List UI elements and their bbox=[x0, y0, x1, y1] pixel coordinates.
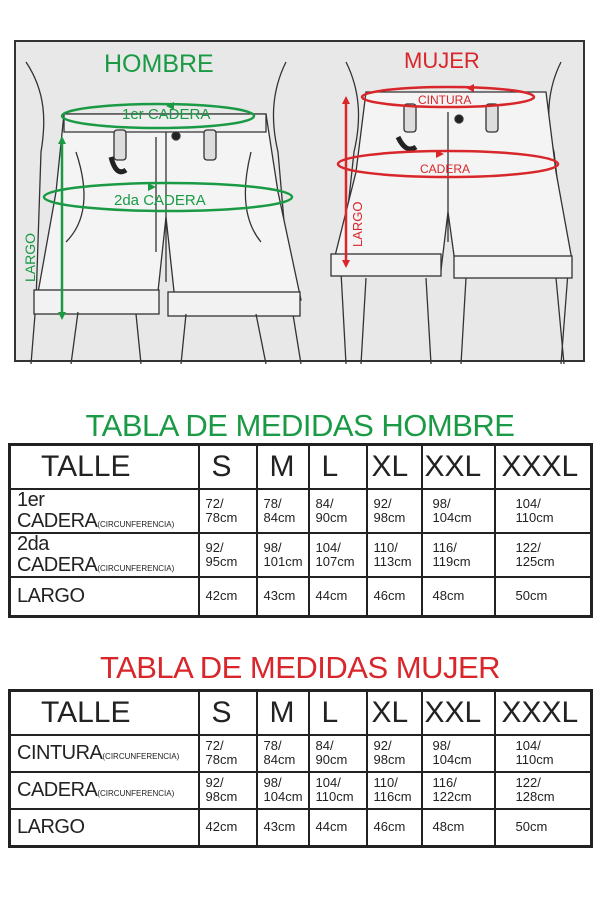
mujer-table-title: TABLA DE MEDIDAS MUJER bbox=[99, 650, 501, 685]
cell-line: 92/ bbox=[205, 775, 224, 791]
cell-line: 110/ bbox=[373, 775, 398, 791]
label-largo-mujer: LARGO bbox=[350, 201, 365, 247]
cell-line: 104cm bbox=[432, 752, 472, 767]
table-cell bbox=[367, 772, 422, 809]
header-size-xxxl: XXXL bbox=[495, 691, 592, 735]
label-largo-hombre: LARGO bbox=[22, 232, 38, 282]
row-label bbox=[10, 533, 199, 577]
table-cell bbox=[422, 533, 495, 577]
table-row bbox=[10, 735, 592, 772]
cell-line: 72/ bbox=[205, 738, 224, 754]
cell-line: 98/ bbox=[432, 738, 451, 754]
cell-line: 92/ bbox=[373, 495, 392, 511]
row-label bbox=[10, 772, 199, 809]
table-cell bbox=[495, 735, 592, 772]
cell-line: 101cm bbox=[263, 553, 303, 569]
cell-line: 78cm bbox=[205, 509, 238, 525]
table-cell bbox=[422, 735, 495, 772]
table-cell bbox=[309, 533, 367, 577]
header-size-xxl: XXL bbox=[422, 691, 495, 735]
table-cell: 42cm bbox=[199, 809, 257, 847]
row-label-suffix: (CIRCUNFERENCIA) bbox=[97, 788, 175, 798]
row-label-text: LARGO bbox=[17, 815, 85, 838]
header-size-l: L bbox=[309, 691, 367, 735]
table-cell: 43cm bbox=[257, 577, 309, 617]
cell-line: 78/ bbox=[263, 738, 282, 754]
cell-line: 107cm bbox=[315, 553, 355, 569]
cell-line: 122/ bbox=[515, 775, 541, 791]
header-size-m: M bbox=[257, 445, 309, 489]
table-cell bbox=[257, 772, 309, 809]
table-cell: 50cm bbox=[495, 809, 592, 847]
cell-line: 78/ bbox=[263, 495, 282, 511]
table-cell bbox=[199, 735, 257, 772]
table-cell bbox=[422, 489, 495, 533]
cell-line: 92/ bbox=[373, 738, 392, 754]
mujer-heading: MUJER bbox=[404, 48, 480, 73]
table-cell bbox=[367, 533, 422, 577]
measurement-illustration bbox=[14, 40, 585, 362]
header-size-m: M bbox=[257, 691, 309, 735]
table-cell bbox=[422, 772, 495, 809]
table-cell bbox=[309, 772, 367, 809]
label-2da-cadera: 2da CADERA bbox=[114, 192, 206, 209]
table-cell bbox=[495, 772, 592, 809]
cell-line: 92/ bbox=[205, 539, 224, 555]
header-talle: TALLE bbox=[10, 445, 199, 489]
table-cell: 44cm bbox=[309, 577, 367, 617]
table-cell bbox=[495, 533, 592, 577]
cell-line: 98/ bbox=[263, 539, 282, 555]
header-size-xxl: XXL bbox=[422, 445, 495, 489]
row-label bbox=[10, 489, 199, 533]
label-cadera-mujer: CADERA bbox=[420, 162, 471, 176]
table-header-row bbox=[10, 691, 592, 735]
header-size-xl: XL bbox=[367, 691, 422, 735]
row-label-text: 1er CADERA bbox=[17, 488, 98, 532]
hombre-heading: HOMBRE bbox=[104, 50, 214, 78]
row-label bbox=[10, 809, 199, 847]
row-label-text: CADERA bbox=[17, 778, 98, 801]
table-cell bbox=[199, 489, 257, 533]
table-cell bbox=[367, 735, 422, 772]
cell-line: 72/ bbox=[205, 495, 224, 511]
cell-line: 84/ bbox=[315, 738, 334, 754]
cell-line: 110/ bbox=[373, 539, 398, 555]
table-cell bbox=[257, 533, 309, 577]
row-label-suffix: (CIRCUNFERENCIA) bbox=[102, 751, 180, 761]
cell-line: 104/ bbox=[315, 775, 341, 791]
cell-line: 128cm bbox=[515, 789, 555, 804]
shorts-drawing bbox=[16, 42, 587, 364]
table-cell bbox=[257, 489, 309, 533]
header-size-l: L bbox=[309, 445, 367, 489]
hombre-size-table bbox=[8, 443, 593, 618]
cell-line: 104/ bbox=[515, 495, 541, 511]
cell-line: 104/ bbox=[515, 738, 541, 754]
table-row bbox=[10, 772, 592, 809]
table-cell bbox=[199, 772, 257, 809]
cell-line: 84cm bbox=[263, 752, 296, 767]
table-cell bbox=[199, 533, 257, 577]
cell-line: 116cm bbox=[373, 789, 412, 804]
table-cell: 43cm bbox=[257, 809, 309, 847]
table-cell: 46cm bbox=[367, 577, 422, 617]
cell-line: 90cm bbox=[315, 509, 348, 525]
row-label-text: CINTURA bbox=[17, 741, 103, 764]
header-size-s: S bbox=[199, 691, 257, 735]
header-size-xl: XL bbox=[367, 445, 422, 489]
cell-line: 104cm bbox=[432, 509, 472, 525]
cell-line: 84/ bbox=[315, 495, 334, 511]
table-cell bbox=[309, 735, 367, 772]
cell-line: 98cm bbox=[373, 752, 406, 767]
cell-line: 122/ bbox=[515, 539, 541, 555]
table-cell: 48cm bbox=[422, 577, 495, 617]
cell-line: 110cm bbox=[515, 509, 554, 525]
row-label-suffix: (CIRCUNFERENCIA) bbox=[97, 563, 175, 573]
header-size-xxxl: XXXL bbox=[495, 445, 592, 489]
cell-line: 122cm bbox=[432, 789, 472, 804]
cell-line: 95cm bbox=[205, 553, 238, 569]
row-label-text: LARGO bbox=[17, 584, 85, 607]
mujer-size-table bbox=[8, 689, 593, 848]
row-label-text: 2da CADERA bbox=[17, 532, 98, 576]
table-cell bbox=[257, 735, 309, 772]
cell-line: 116/ bbox=[432, 539, 457, 555]
cell-line: 84cm bbox=[263, 509, 296, 525]
row-label bbox=[10, 577, 199, 617]
table-cell: 44cm bbox=[309, 809, 367, 847]
table-row bbox=[10, 577, 592, 617]
cell-line: 98/ bbox=[432, 495, 451, 511]
hombre-table-title: TABLA DE MEDIDAS HOMBRE bbox=[85, 408, 515, 443]
cell-line: 98cm bbox=[373, 509, 406, 525]
cell-line: 119cm bbox=[432, 553, 471, 569]
table-cell: 42cm bbox=[199, 577, 257, 617]
table-header-row bbox=[10, 445, 592, 489]
cell-line: 110cm bbox=[315, 789, 354, 804]
label-1er-cadera: 1er CADERA bbox=[122, 106, 211, 123]
cell-line: 90cm bbox=[315, 752, 348, 767]
cell-line: 104/ bbox=[315, 539, 341, 555]
cell-line: 98/ bbox=[263, 775, 282, 791]
cell-line: 104cm bbox=[263, 789, 303, 804]
cell-line: 113cm bbox=[373, 553, 412, 569]
cell-line: 78cm bbox=[205, 752, 238, 767]
header-size-s: S bbox=[199, 445, 257, 489]
cell-line: 98cm bbox=[205, 789, 238, 804]
table-cell: 48cm bbox=[422, 809, 495, 847]
table-row bbox=[10, 809, 592, 847]
cell-line: 125cm bbox=[515, 553, 555, 569]
table-cell bbox=[495, 489, 592, 533]
table-row bbox=[10, 489, 592, 533]
row-label bbox=[10, 735, 199, 772]
table-cell: 50cm bbox=[495, 577, 592, 617]
table-cell: 46cm bbox=[367, 809, 422, 847]
table-cell bbox=[367, 489, 422, 533]
header-talle: TALLE bbox=[10, 691, 199, 735]
table-cell bbox=[309, 489, 367, 533]
table-row bbox=[10, 533, 592, 577]
cell-line: 116/ bbox=[432, 775, 457, 791]
label-cintura: CINTURA bbox=[418, 93, 472, 107]
cell-line: 110cm bbox=[515, 752, 554, 767]
row-label-suffix: (CIRCUNFERENCIA) bbox=[97, 519, 175, 529]
